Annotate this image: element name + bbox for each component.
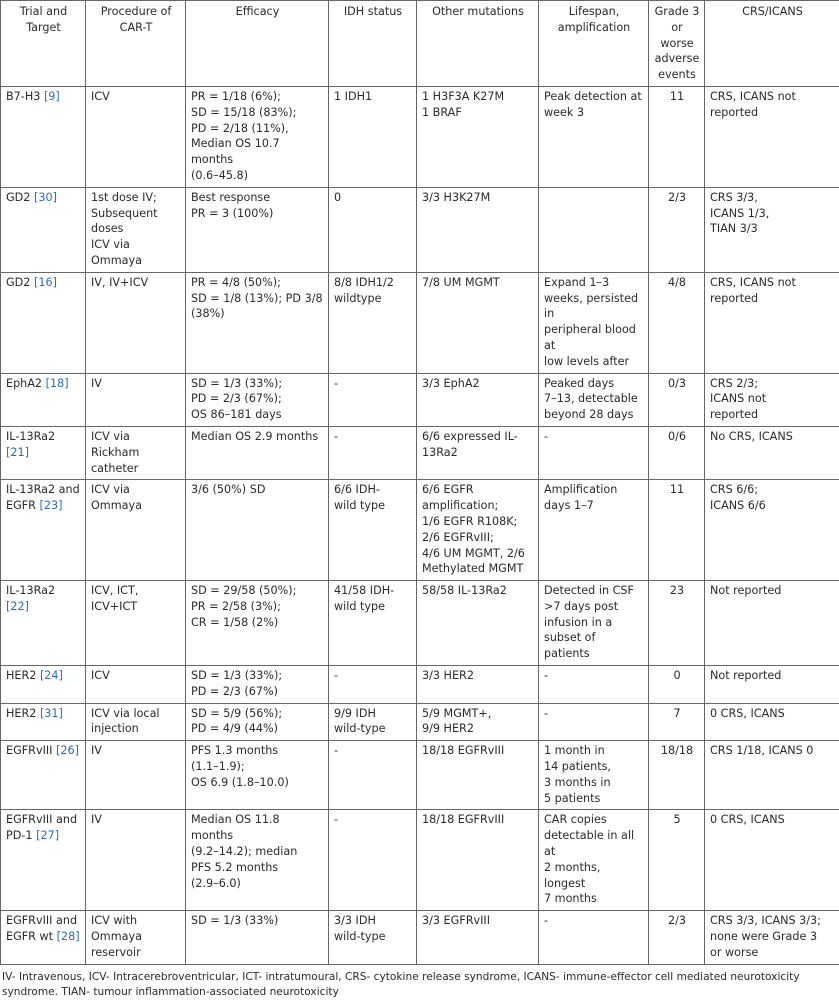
cell-lifespan <box>539 426 649 479</box>
cell-procedure-text: ICV <box>91 668 181 684</box>
cell-efficacy <box>186 741 329 810</box>
cell-crs-icans-text: Not reported <box>710 668 835 684</box>
cell-efficacy-text: Median OS 2.9 months <box>191 429 324 445</box>
cell-other-mutations-text: 6/6 expressed IL- 13Ra2 <box>422 429 534 461</box>
cell-efficacy-text: SD = 1/3 (33%); PD = 2/3 (67%); OS 86–181 days <box>191 376 324 423</box>
reference-link[interactable]: [24] <box>40 669 63 682</box>
cell-other-mutations <box>417 703 539 741</box>
cell-procedure-text: ICV via Ommaya <box>91 482 181 514</box>
cell-efficacy <box>186 480 329 581</box>
reference-link[interactable]: [27] <box>36 829 59 842</box>
cell-crs-icans-text: CRS 2/3; ICANS not reported <box>710 376 835 423</box>
cell-lifespan <box>539 480 649 581</box>
cell-trial-target <box>1 86 86 187</box>
cell-procedure <box>86 426 186 479</box>
cell-lifespan-text: Detected in CSF >7 days post infusion in a subset of patients <box>544 583 644 662</box>
cell-other-mutations <box>417 272 539 373</box>
cell-crs-icans <box>705 741 839 810</box>
cell-grade3-text: 0/6 <box>654 429 700 445</box>
trial-target-text: IL-13Ra2 <box>6 584 55 597</box>
cell-idh-status-text: - <box>334 743 412 759</box>
cell-lifespan <box>539 911 649 964</box>
cell-grade3-text: 0 <box>654 668 700 684</box>
cell-other-mutations <box>417 581 539 666</box>
cell-efficacy <box>186 86 329 187</box>
cell-grade3 <box>649 480 705 581</box>
cell-efficacy <box>186 373 329 426</box>
cell-idh-status-text: - <box>334 668 412 684</box>
cell-procedure <box>86 480 186 581</box>
cell-procedure <box>86 187 186 272</box>
cell-crs-icans <box>705 86 839 187</box>
header-idh-status: IDH status <box>329 1 417 87</box>
cell-other-mutations-text: 18/18 EGFRvIII <box>422 743 534 759</box>
cell-lifespan <box>539 581 649 666</box>
cell-efficacy-text: Median OS 11.8 months (9.2–14.2); median PFS 5.2 months (2.9–6.0) <box>191 812 324 891</box>
cell-grade3-text: 4/8 <box>654 275 700 291</box>
table-body <box>1 86 839 964</box>
cell-other-mutations <box>417 911 539 964</box>
trial-target-text: HER2 <box>6 707 36 720</box>
table-row <box>1 272 839 373</box>
cell-crs-icans-text: CRS 6/6; ICANS 6/6 <box>710 482 835 514</box>
cell-grade3 <box>649 581 705 666</box>
cell-efficacy <box>186 581 329 666</box>
cell-procedure-text: ICV with Ommaya reservoir <box>91 913 181 960</box>
cell-efficacy <box>186 810 329 911</box>
table-row <box>1 741 839 810</box>
reference-link[interactable]: [26] <box>56 744 79 757</box>
trial-target-text: B7-H3 <box>6 90 40 103</box>
cell-efficacy <box>186 426 329 479</box>
cell-grade3-text: 7 <box>654 706 700 722</box>
cell-lifespan-text: Amplification days 1–7 <box>544 482 644 514</box>
header-trial-target: Trial and Target <box>1 1 86 87</box>
cell-grade3 <box>649 741 705 810</box>
cell-other-mutations <box>417 187 539 272</box>
cell-trial-target <box>1 911 86 964</box>
cell-idh-status <box>329 581 417 666</box>
cell-idh-status-text: 9/9 IDH wild-type <box>334 706 412 738</box>
cell-crs-icans <box>705 373 839 426</box>
cell-grade3 <box>649 666 705 704</box>
cell-other-mutations-text: 6/6 EGFR amplification; 1/6 EGFR R108K; 2/6 EGFRvIII; 4/6 UM MGMT, 2/6 Methylated MGMT <box>422 482 534 577</box>
trial-target-text: EphA2 <box>6 377 42 390</box>
cell-idh-status-text: 1 IDH1 <box>334 89 412 105</box>
cell-trial-target <box>1 426 86 479</box>
trial-target-text: GD2 <box>6 276 30 289</box>
table-row <box>1 581 839 666</box>
cell-trial-target <box>1 741 86 810</box>
cell-grade3-text: 0/3 <box>654 376 700 392</box>
cell-crs-icans <box>705 426 839 479</box>
reference-link[interactable]: [16] <box>34 276 57 289</box>
cell-idh-status-text: 6/6 IDH- wild type <box>334 482 412 514</box>
trial-target-text: EGFRvIII and PD-1 <box>6 813 77 842</box>
cell-lifespan <box>539 810 649 911</box>
reference-link[interactable]: [18] <box>46 377 69 390</box>
cell-efficacy-text: SD = 1/3 (33%); PD = 2/3 (67%) <box>191 668 324 700</box>
cell-efficacy-text: PR = 1/18 (6%); SD = 15/18 (83%); PD = 2/18 (11%), Median OS 10.7 months (0.6–45.8) <box>191 89 324 184</box>
cell-other-mutations <box>417 373 539 426</box>
cell-grade3 <box>649 86 705 187</box>
header-other-mutations: Other mutations <box>417 1 539 87</box>
cell-procedure <box>86 373 186 426</box>
cell-procedure-text: ICV, ICT, ICV+ICT <box>91 583 181 615</box>
cell-idh-status-text: - <box>334 429 412 445</box>
cell-other-mutations <box>417 741 539 810</box>
table-row <box>1 187 839 272</box>
cell-crs-icans <box>705 911 839 964</box>
table-row <box>1 426 839 479</box>
cell-trial-target <box>1 480 86 581</box>
cell-idh-status <box>329 272 417 373</box>
cell-idh-status-text: - <box>334 812 412 828</box>
cell-lifespan-text: - <box>544 429 644 445</box>
cell-efficacy-text: PFS 1.3 months (1.1–1.9); OS 6.9 (1.8–10.0) <box>191 743 324 790</box>
cell-crs-icans-text: CRS 1/18, ICANS 0 <box>710 743 835 759</box>
cell-trial-target <box>1 272 86 373</box>
cell-procedure <box>86 86 186 187</box>
cell-grade3-text: 5 <box>654 812 700 828</box>
trial-target-text: EGFRvIII and EGFR wt <box>6 914 77 943</box>
cell-grade3 <box>649 703 705 741</box>
cell-lifespan-text: Expand 1–3 weeks, persisted in peripheral blood at low levels after <box>544 275 644 370</box>
cell-idh-status <box>329 86 417 187</box>
cell-trial-target <box>1 703 86 741</box>
cell-other-mutations-text: 58/58 IL-13Ra2 <box>422 583 534 599</box>
table-footnote: IV- Intravenous, ICV- Intracerebroventricular, ICT- intratumoural, CRS- cytokine release syndrome, ICANS- immune-effector cell mediated neurotoxicity syndrome. TIAN- tumour inflammation-associated neurotoxicity <box>0 965 839 1000</box>
cell-idh-status <box>329 911 417 964</box>
cell-efficacy <box>186 187 329 272</box>
cell-procedure-text: IV <box>91 376 181 392</box>
cell-efficacy-text: SD = 29/58 (50%); PR = 2/58 (3%); CR = 1/58 (2%) <box>191 583 324 630</box>
cell-idh-status <box>329 666 417 704</box>
cell-grade3 <box>649 187 705 272</box>
reference-link[interactable]: [21] <box>6 446 29 459</box>
cell-lifespan-text: - <box>544 706 644 722</box>
header-lifespan: Lifespan, amplification <box>539 1 649 87</box>
table-row <box>1 480 839 581</box>
cell-grade3-text: 11 <box>654 482 700 498</box>
cell-procedure <box>86 810 186 911</box>
cell-procedure-text: 1st dose IV; Subsequent doses ICV via Ommaya <box>91 190 181 269</box>
cell-procedure <box>86 741 186 810</box>
cell-crs-icans <box>705 703 839 741</box>
cell-crs-icans-text: CRS 3/3, ICANS 3/3; none were Grade 3 or worse <box>710 913 835 960</box>
cell-crs-icans <box>705 581 839 666</box>
cell-trial-target <box>1 373 86 426</box>
cell-efficacy <box>186 272 329 373</box>
trial-target-text: EGFRvIII <box>6 744 52 757</box>
cell-procedure-text: IV <box>91 743 181 759</box>
cell-other-mutations <box>417 426 539 479</box>
cell-lifespan <box>539 187 649 272</box>
cell-lifespan-text: Peaked days 7–13, detectable beyond 28 days <box>544 376 644 423</box>
table-row <box>1 666 839 704</box>
table-row <box>1 703 839 741</box>
cell-other-mutations <box>417 86 539 187</box>
cell-efficacy <box>186 703 329 741</box>
cell-crs-icans <box>705 187 839 272</box>
cell-other-mutations-text: 3/3 EGFRvIII <box>422 913 534 929</box>
cell-efficacy-text: SD = 1/3 (33%) <box>191 913 324 929</box>
trial-target-text: HER2 <box>6 669 36 682</box>
cell-crs-icans <box>705 480 839 581</box>
cell-lifespan <box>539 272 649 373</box>
cell-crs-icans <box>705 272 839 373</box>
reference-link[interactable]: [30] <box>34 191 57 204</box>
cell-idh-status <box>329 741 417 810</box>
cell-crs-icans-text: CRS, ICANS not reported <box>710 89 835 121</box>
cell-grade3 <box>649 810 705 911</box>
cell-crs-icans-text: Not reported <box>710 583 835 599</box>
cell-lifespan-text: CAR copies detectable in all at 2 months, longest 7 months <box>544 812 644 907</box>
table-row <box>1 911 839 964</box>
cell-crs-icans-text: No CRS, ICANS <box>710 429 835 445</box>
cell-grade3-text: 23 <box>654 583 700 599</box>
trial-target-text: GD2 <box>6 191 30 204</box>
cell-procedure <box>86 272 186 373</box>
cell-crs-icans-text: CRS, ICANS not reported <box>710 275 835 307</box>
cell-procedure <box>86 703 186 741</box>
cell-crs-icans-text: 0 CRS, ICANS <box>710 706 835 722</box>
cell-idh-status-text: 8/8 IDH1/2 wildtype <box>334 275 412 307</box>
cell-lifespan-text: Peak detection at week 3 <box>544 89 644 121</box>
cell-idh-status-text: 0 <box>334 190 412 206</box>
cell-procedure <box>86 666 186 704</box>
cell-other-mutations-text: 18/18 EGFRvIII <box>422 812 534 828</box>
cell-grade3 <box>649 373 705 426</box>
cell-idh-status-text: - <box>334 376 412 392</box>
header-row <box>1 1 839 87</box>
cell-grade3 <box>649 426 705 479</box>
cell-efficacy-text: Best response PR = 3 (100%) <box>191 190 324 222</box>
cell-grade3 <box>649 911 705 964</box>
reference-link[interactable]: [28] <box>57 930 80 943</box>
cell-other-mutations-text: 3/3 EphA2 <box>422 376 534 392</box>
header-grade3: Grade 3 or worse adverse events <box>649 1 705 87</box>
trial-target-text: IL-13Ra2 and EGFR <box>6 483 80 512</box>
cell-grade3-text: 11 <box>654 89 700 105</box>
cell-other-mutations <box>417 810 539 911</box>
cell-idh-status-text: 41/58 IDH- wild type <box>334 583 412 615</box>
cell-other-mutations-text: 7/8 UM MGMT <box>422 275 534 291</box>
cell-efficacy-text: SD = 5/9 (56%); PD = 4/9 (44%) <box>191 706 324 738</box>
cell-grade3-text: 18/18 <box>654 743 700 759</box>
cell-crs-icans <box>705 666 839 704</box>
cell-trial-target <box>1 581 86 666</box>
table-row <box>1 373 839 426</box>
cell-other-mutations-text: 3/3 HER2 <box>422 668 534 684</box>
cell-procedure-text: ICV via Rickham catheter <box>91 429 181 476</box>
cell-crs-icans <box>705 810 839 911</box>
cell-procedure-text: ICV via local injection <box>91 706 181 738</box>
cell-idh-status <box>329 373 417 426</box>
header-crs-icans: CRS/ICANS <box>705 1 839 87</box>
cell-lifespan <box>539 666 649 704</box>
cell-efficacy-text: PR = 4/8 (50%); SD = 1/8 (13%); PD 3/8 (38%) <box>191 275 324 322</box>
cell-crs-icans-text: CRS 3/3, ICANS 1/3, TIAN 3/3 <box>710 190 835 237</box>
reference-link[interactable]: [23] <box>40 499 63 512</box>
cell-lifespan <box>539 703 649 741</box>
cell-other-mutations-text: 3/3 H3K27M <box>422 190 534 206</box>
reference-link[interactable]: [9] <box>44 90 60 103</box>
cell-lifespan-text: 1 month in 14 patients, 3 months in 5 patients <box>544 743 644 806</box>
cell-idh-status <box>329 187 417 272</box>
reference-link[interactable]: [31] <box>40 707 63 720</box>
reference-link[interactable]: [22] <box>6 600 29 613</box>
cell-procedure-text: IV <box>91 812 181 828</box>
table-row <box>1 86 839 187</box>
cell-lifespan <box>539 86 649 187</box>
cell-idh-status <box>329 810 417 911</box>
cell-efficacy <box>186 666 329 704</box>
cell-trial-target <box>1 666 86 704</box>
cell-lifespan <box>539 741 649 810</box>
cell-idh-status <box>329 426 417 479</box>
header-procedure: Procedure of CAR-T <box>86 1 186 87</box>
trial-target-text: IL-13Ra2 <box>6 430 55 443</box>
cell-grade3-text: 2/3 <box>654 190 700 206</box>
cell-procedure <box>86 911 186 964</box>
cell-trial-target <box>1 187 86 272</box>
cell-other-mutations-text: 1 H3F3A K27M 1 BRAF <box>422 89 534 121</box>
cell-idh-status-text: 3/3 IDH wild-type <box>334 913 412 945</box>
cell-efficacy <box>186 911 329 964</box>
cell-other-mutations <box>417 480 539 581</box>
header-efficacy: Efficacy <box>186 1 329 87</box>
cell-other-mutations <box>417 666 539 704</box>
cell-idh-status <box>329 703 417 741</box>
cell-lifespan <box>539 373 649 426</box>
cell-lifespan-text: - <box>544 913 644 929</box>
cell-idh-status <box>329 480 417 581</box>
cell-procedure <box>86 581 186 666</box>
table-row <box>1 810 839 911</box>
cell-crs-icans-text: 0 CRS, ICANS <box>710 812 835 828</box>
cell-grade3-text: 2/3 <box>654 913 700 929</box>
cell-efficacy-text: 3/6 (50%) SD <box>191 482 324 498</box>
cell-lifespan-text: - <box>544 668 644 684</box>
cell-procedure-text: ICV <box>91 89 181 105</box>
cell-grade3 <box>649 272 705 373</box>
cell-trial-target <box>1 810 86 911</box>
cell-procedure-text: IV, IV+ICV <box>91 275 181 291</box>
cell-other-mutations-text: 5/9 MGMT+, 9/9 HER2 <box>422 706 534 738</box>
